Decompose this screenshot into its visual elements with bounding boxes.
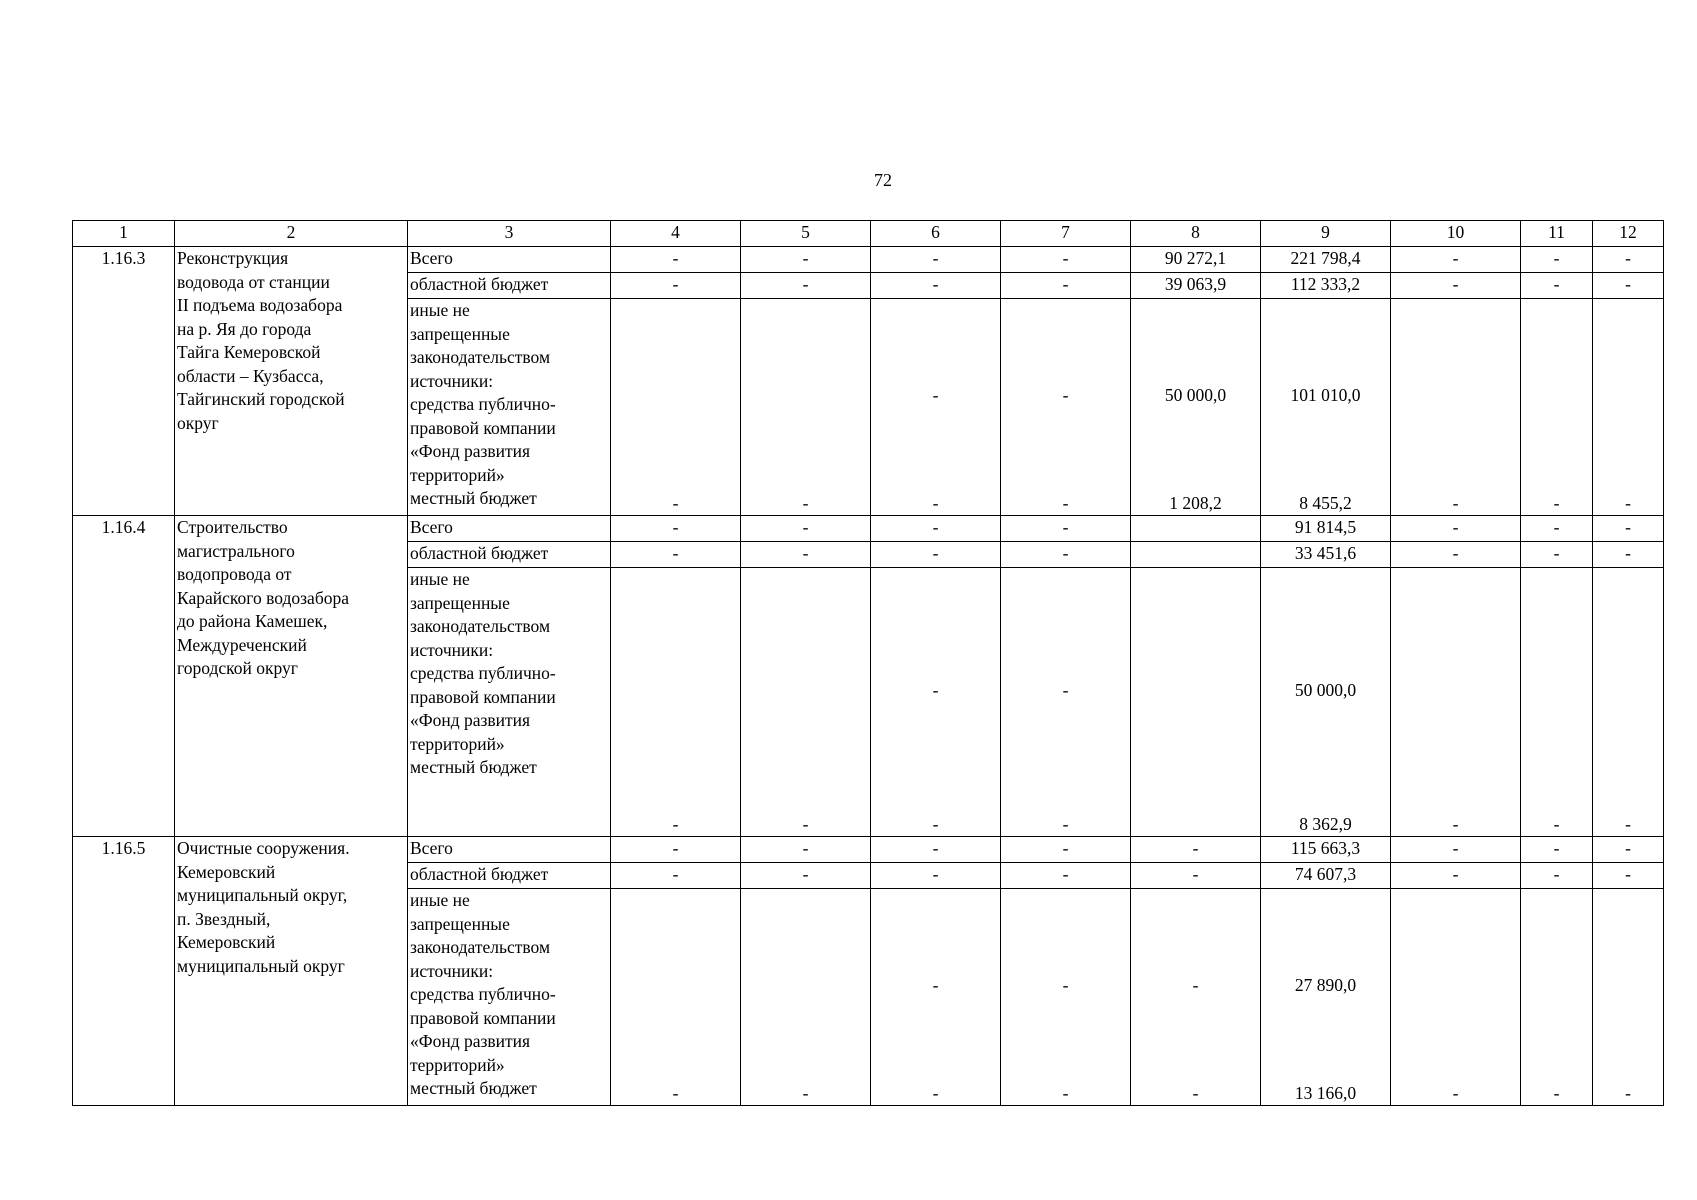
measure-name-line: II подъема водозабора [177, 295, 343, 315]
value-cell: - [1001, 247, 1131, 273]
local-value: - [1062, 814, 1069, 834]
fund-value [1133, 568, 1258, 813]
measure-name-line: водовода от станции [177, 271, 330, 292]
local-value: - [932, 1083, 939, 1103]
source-other-line: территорий» [410, 1054, 505, 1075]
value-cell: - [1131, 863, 1261, 889]
local-value [1133, 813, 1258, 836]
column-number: 12 [1593, 221, 1664, 247]
value-cell: 91 814,5 [1261, 516, 1391, 542]
value-cell: 39 063,9 [1131, 273, 1261, 299]
source-other-line: территорий» [410, 733, 505, 754]
value-cell: - [611, 273, 741, 299]
local-value: - [932, 814, 939, 834]
value-cell: - [611, 247, 741, 273]
value-cell: 115 663,3 [1261, 837, 1391, 863]
measure-name-line: муниципальный округ [177, 955, 345, 976]
column-number: 3 [408, 221, 611, 247]
source-other-line: иные не [410, 890, 470, 910]
value-cell [1131, 299, 1261, 516]
local-value: 13 166,0 [1294, 1083, 1357, 1103]
source-other-line: запрещенные [410, 323, 510, 344]
measure-code: 1.16.5 [73, 837, 175, 1106]
value-cell [1521, 889, 1593, 1106]
value-cell [1261, 568, 1391, 837]
measure-name-line: Кемеровский [177, 932, 276, 952]
column-number: 5 [741, 221, 871, 247]
table-row [73, 837, 1664, 863]
value-cell: 112 333,2 [1261, 273, 1391, 299]
measure-name-line: Междуреченский [177, 634, 307, 655]
measure-name-line: Карайского водозабора [177, 587, 349, 608]
local-value: - [802, 493, 809, 513]
source-other-line: запрещенные [410, 592, 510, 613]
value-cell: - [611, 837, 741, 863]
value-cell: - [871, 542, 1001, 568]
fund-value: 50 000,0 [1164, 384, 1227, 405]
fund-value [743, 299, 868, 492]
local-value: 1 208,2 [1169, 493, 1222, 513]
measure-name-line: п. Звездный, [177, 908, 271, 929]
value-cell [741, 299, 871, 516]
local-value: - [802, 1083, 809, 1103]
measure-name-line: Реконструкция [177, 248, 289, 268]
fund-value: - [1062, 384, 1069, 405]
column-number: 11 [1521, 221, 1593, 247]
column-number: 9 [1261, 221, 1391, 247]
source-other-line: источники: [410, 370, 494, 391]
value-cell: 33 451,6 [1261, 542, 1391, 568]
value-cell: - [871, 247, 1001, 273]
fund-value [1523, 568, 1590, 813]
source-other [408, 889, 611, 1106]
local-value: - [1452, 1083, 1459, 1103]
fund-value: 27 890,0 [1294, 974, 1357, 995]
value-cell: - [1001, 837, 1131, 863]
measure-name-line: водопровода от [177, 564, 292, 584]
value-cell: - [1593, 516, 1664, 542]
source-other-line: «Фонд развития [410, 441, 531, 461]
value-cell: - [1391, 247, 1521, 273]
measure-name-line: Тайгинский городской [177, 389, 345, 409]
source-local: местный бюджет [410, 488, 537, 508]
value-cell [1521, 568, 1593, 837]
measure-name-line: округ [177, 412, 219, 433]
measure-name [175, 247, 408, 516]
local-value: - [932, 493, 939, 513]
local-value: - [672, 814, 679, 834]
value-cell [1261, 889, 1391, 1106]
measure-name-line: городской округ [177, 658, 298, 678]
table-row [73, 247, 1664, 273]
column-number: 8 [1131, 221, 1261, 247]
value-cell: - [1001, 273, 1131, 299]
source-other-line: иные не [410, 569, 470, 589]
column-number: 2 [175, 221, 408, 247]
fund-value: 101 010,0 [1290, 384, 1361, 405]
fund-value: - [932, 384, 939, 405]
value-cell: - [611, 542, 741, 568]
value-cell [611, 299, 741, 516]
local-value: - [1452, 493, 1459, 513]
fund-value [1393, 889, 1518, 1082]
source-other-line: средства публично- [410, 984, 556, 1004]
value-cell: - [871, 516, 1001, 542]
value-cell [871, 568, 1001, 837]
source-other [408, 568, 611, 837]
value-cell [1131, 542, 1261, 568]
value-cell: - [871, 273, 1001, 299]
local-value: - [672, 1083, 679, 1103]
source-regional: областной бюджет [408, 863, 611, 889]
value-cell: - [611, 863, 741, 889]
fund-value: - [1062, 974, 1069, 995]
value-cell [1593, 299, 1664, 516]
value-cell [1131, 568, 1261, 837]
value-cell: - [1001, 863, 1131, 889]
value-cell: - [1521, 516, 1593, 542]
source-other-line: правовой компании [410, 1007, 556, 1028]
value-cell: - [741, 863, 871, 889]
table-row [73, 516, 1664, 542]
measure-name [175, 516, 408, 837]
local-value: - [1625, 814, 1631, 834]
measure-name-line: Строительство [177, 517, 288, 537]
value-cell: - [1391, 542, 1521, 568]
measure-name-line: Очистные сооружения. [177, 838, 350, 858]
fund-value [1393, 568, 1518, 813]
local-value: - [672, 493, 679, 513]
fund-value [613, 889, 738, 1082]
value-cell: - [1131, 837, 1261, 863]
fund-value [613, 299, 738, 492]
value-cell [1261, 299, 1391, 516]
value-cell: 74 607,3 [1261, 863, 1391, 889]
measure-code: 1.16.3 [73, 247, 175, 516]
measure-name-line: Кемеровский [177, 861, 276, 882]
measure-name-line: Тайга Кемеровской [177, 342, 321, 362]
fund-value: - [1192, 974, 1199, 995]
source-regional: областной бюджет [408, 273, 611, 299]
local-value: - [1553, 814, 1560, 834]
fund-value: - [932, 974, 939, 995]
value-cell: - [611, 516, 741, 542]
measure-name-line: магистрального [177, 540, 295, 561]
source-other-line: средства публично- [410, 394, 556, 414]
source-other-line: запрещенные [410, 913, 510, 934]
source-other-line: правовой компании [410, 686, 556, 707]
source-total: Всего [408, 247, 611, 273]
source-other-line: правовой компании [410, 417, 556, 438]
value-cell: - [1001, 542, 1131, 568]
budget-table [72, 220, 1664, 1106]
value-cell: - [1521, 542, 1593, 568]
source-total: Всего [408, 837, 611, 863]
page-number: 72 [874, 170, 892, 190]
column-number: 10 [1391, 221, 1521, 247]
source-local: местный бюджет [410, 1078, 537, 1098]
value-cell: - [871, 837, 1001, 863]
value-cell [1521, 299, 1593, 516]
value-cell [741, 568, 871, 837]
measure-name-line: на р. Яя до города [177, 318, 312, 339]
value-cell: 90 272,1 [1131, 247, 1261, 273]
measure-name [175, 837, 408, 1106]
value-cell: - [1593, 863, 1664, 889]
value-cell: - [1391, 863, 1521, 889]
fund-value [1595, 889, 1661, 1082]
value-cell: - [741, 273, 871, 299]
value-cell [1391, 568, 1521, 837]
measure-code: 1.16.4 [73, 516, 175, 837]
value-cell [1391, 299, 1521, 516]
fund-value [743, 889, 868, 1082]
source-other-line: законодательством [410, 937, 551, 957]
measure-name-line: области – Кузбасса, [177, 365, 324, 386]
value-cell: - [1391, 516, 1521, 542]
value-cell [611, 568, 741, 837]
local-value: - [1452, 814, 1459, 834]
value-cell: - [871, 863, 1001, 889]
value-cell [1131, 516, 1261, 542]
local-value: - [802, 814, 809, 834]
column-number: 4 [611, 221, 741, 247]
source-other [408, 299, 611, 516]
value-cell: - [741, 247, 871, 273]
source-other-line: «Фонд развития [410, 1031, 531, 1051]
value-cell: - [741, 837, 871, 863]
source-other-line: территорий» [410, 464, 505, 485]
fund-value [1595, 568, 1661, 813]
column-number: 6 [871, 221, 1001, 247]
source-regional: областной бюджет [408, 542, 611, 568]
value-cell: - [1521, 247, 1593, 273]
local-value: - [1553, 1083, 1560, 1103]
value-cell [1593, 568, 1664, 837]
value-cell [1001, 568, 1131, 837]
fund-value: - [1062, 679, 1069, 700]
source-other-line: «Фонд развития [410, 710, 531, 730]
fund-value [743, 568, 868, 813]
value-cell: - [1593, 837, 1664, 863]
source-other-line: иные не [410, 300, 470, 320]
value-cell: - [1001, 516, 1131, 542]
local-value: - [1062, 493, 1069, 513]
source-other-line: средства публично- [410, 663, 556, 683]
local-value: - [1192, 1083, 1199, 1103]
value-cell [611, 889, 741, 1106]
value-cell [1131, 889, 1261, 1106]
value-cell [871, 299, 1001, 516]
local-value: 8 455,2 [1299, 493, 1352, 513]
local-value: - [1553, 493, 1560, 513]
source-other-line: источники: [410, 639, 494, 660]
source-other-line: законодательством [410, 347, 551, 367]
fund-value [1523, 299, 1590, 492]
value-cell [871, 889, 1001, 1106]
fund-value [1523, 889, 1590, 1082]
local-value: - [1625, 1083, 1631, 1103]
column-number-row [73, 221, 1664, 247]
value-cell: - [1521, 273, 1593, 299]
fund-value [1595, 299, 1661, 492]
column-number: 1 [73, 221, 175, 247]
source-local: местный бюджет [410, 757, 537, 777]
fund-value: 50 000,0 [1294, 679, 1357, 700]
value-cell [1001, 299, 1131, 516]
value-cell: - [1593, 542, 1664, 568]
value-cell: - [741, 516, 871, 542]
fund-value [1393, 299, 1518, 492]
value-cell: - [1521, 837, 1593, 863]
local-value: 8 362,9 [1299, 814, 1352, 834]
local-value: - [1625, 493, 1631, 513]
measure-name-line: муниципальный округ, [177, 885, 348, 905]
fund-value: - [932, 679, 939, 700]
value-cell: - [1593, 247, 1664, 273]
source-other-line: источники: [410, 960, 494, 981]
column-number: 7 [1001, 221, 1131, 247]
value-cell: - [1521, 863, 1593, 889]
value-cell [741, 889, 871, 1106]
value-cell: - [1391, 273, 1521, 299]
value-cell [1391, 889, 1521, 1106]
value-cell: 221 798,4 [1261, 247, 1391, 273]
source-total: Всего [408, 516, 611, 542]
value-cell: - [1391, 837, 1521, 863]
local-value: - [1062, 1083, 1069, 1103]
value-cell: - [1593, 273, 1664, 299]
value-cell: - [741, 542, 871, 568]
fund-value [613, 568, 738, 813]
source-other-line: законодательством [410, 616, 551, 636]
value-cell [1593, 889, 1664, 1106]
value-cell [1001, 889, 1131, 1106]
measure-name-line: до района Камешек, [177, 611, 328, 631]
